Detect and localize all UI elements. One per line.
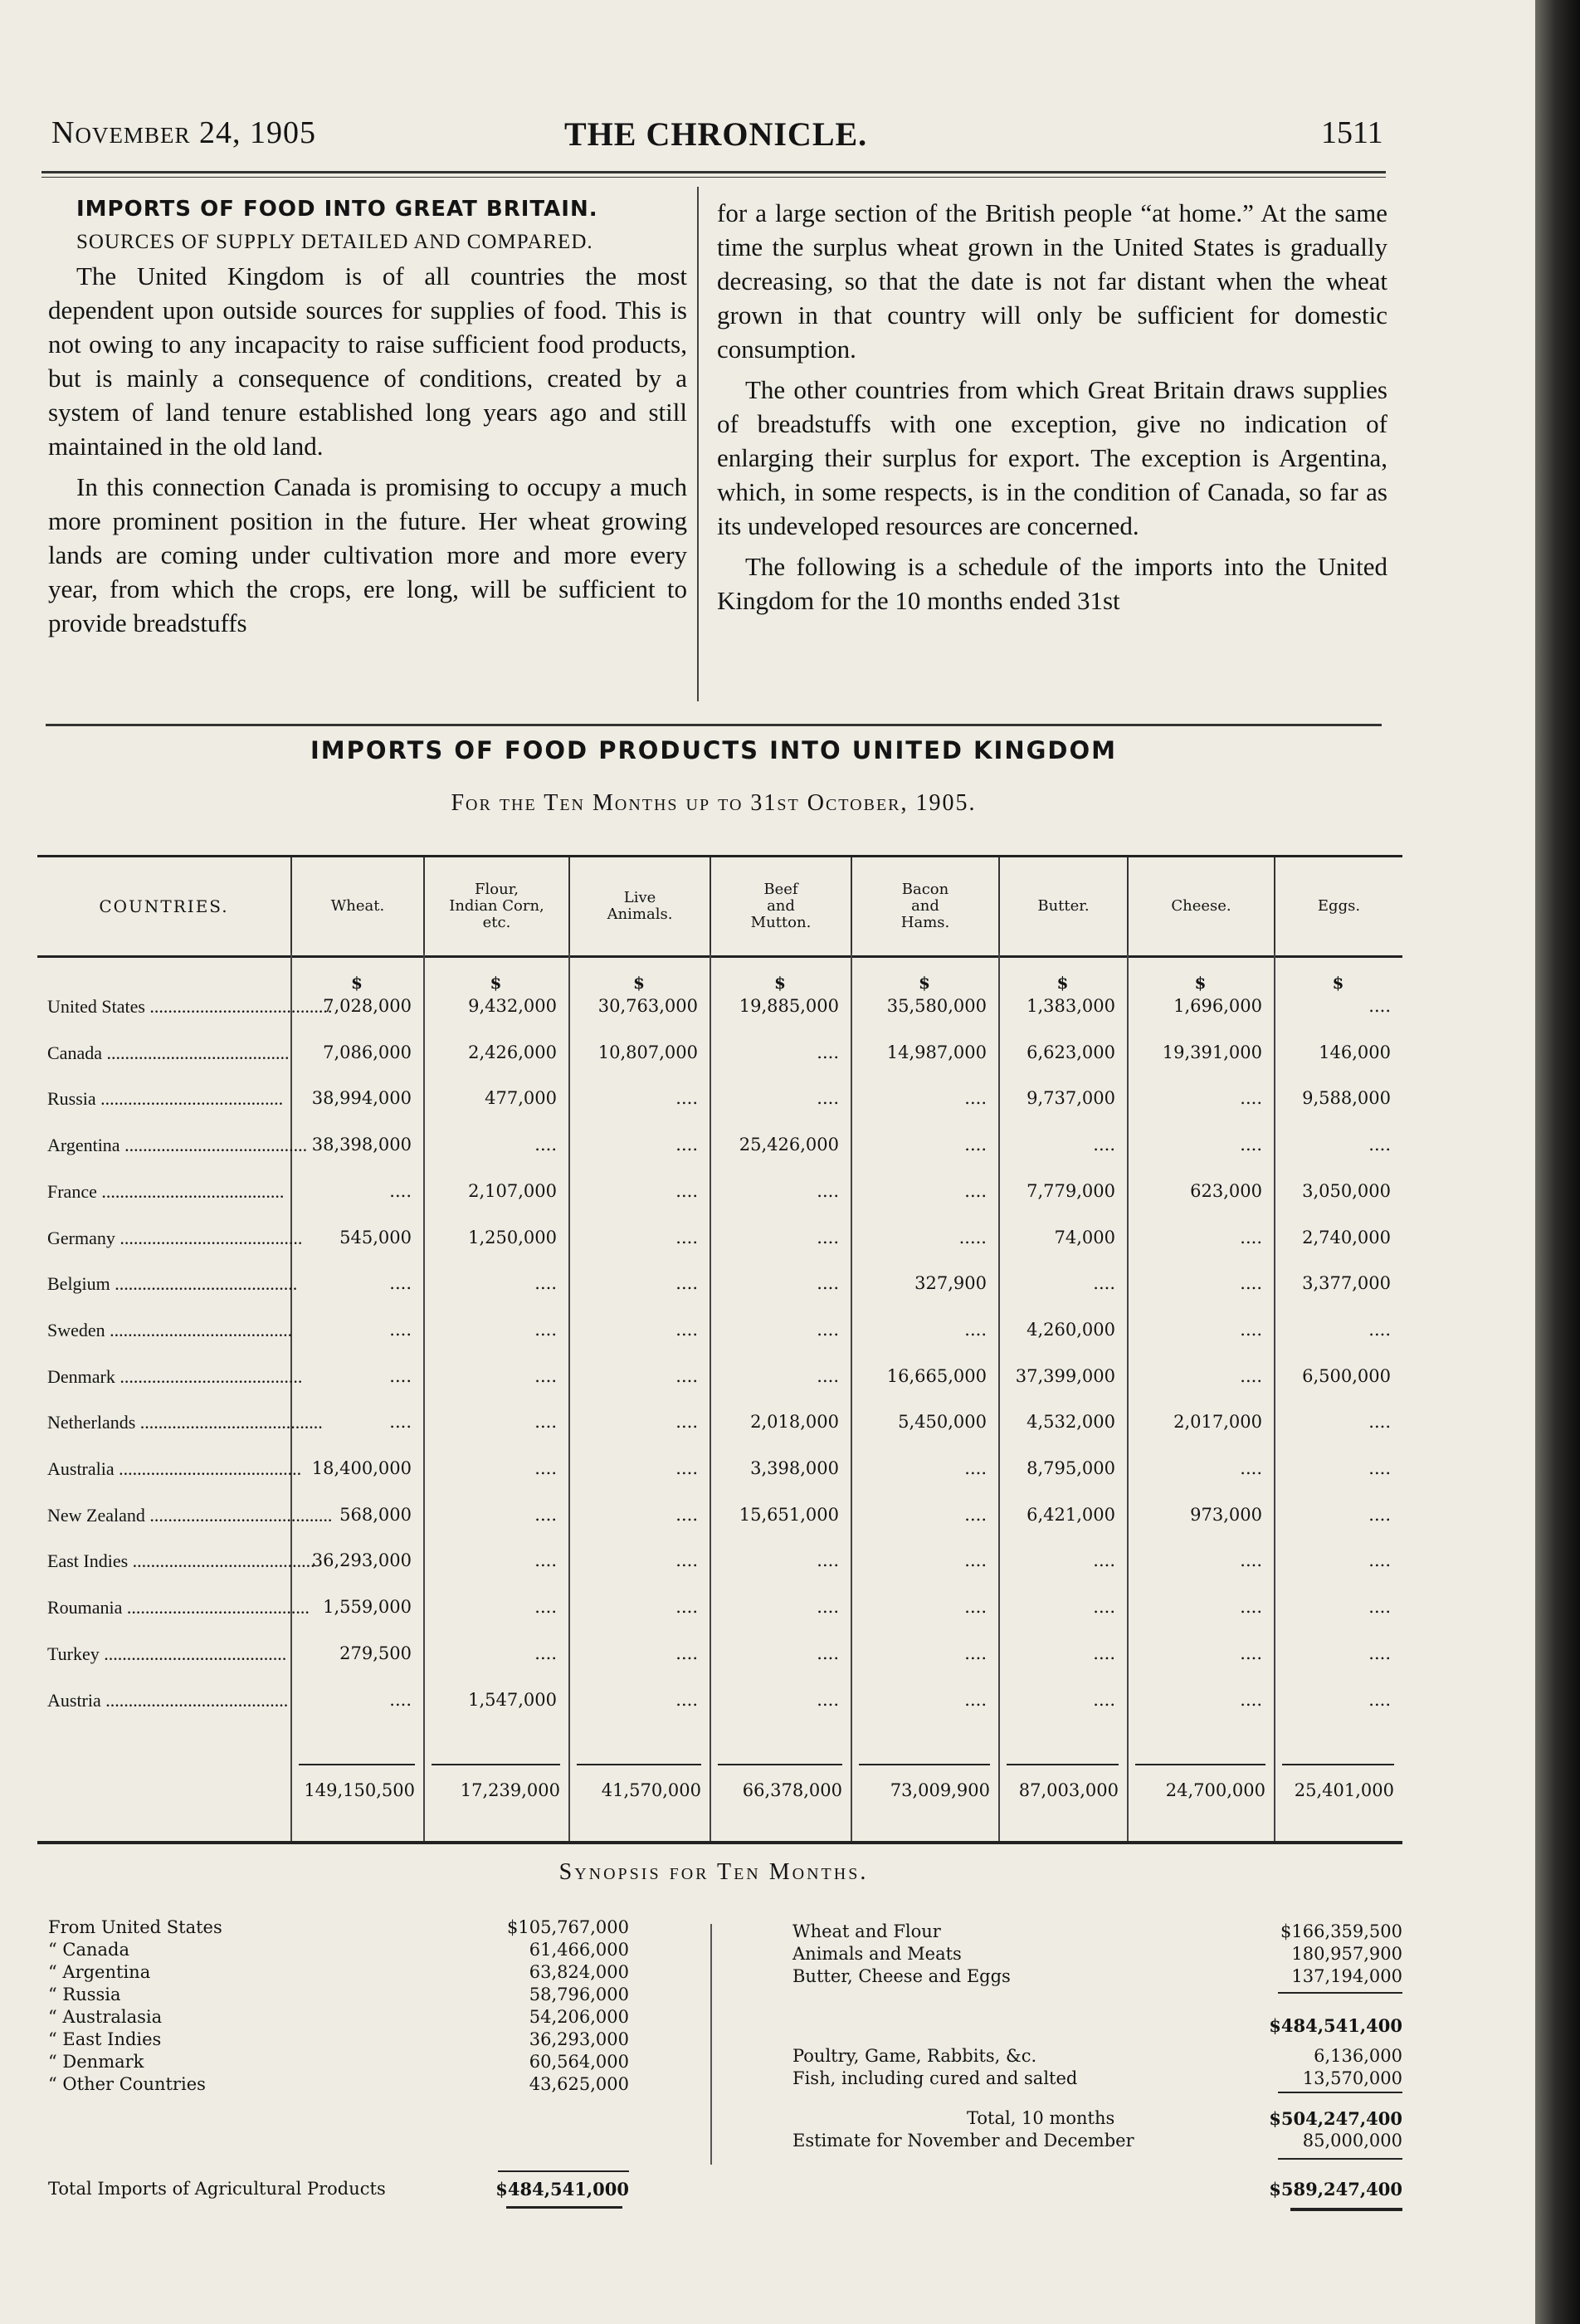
issue-date: November 24, 1905 <box>51 115 316 150</box>
article-paragraph: The other countries from which Great Britain draws supplies of breadstuffs with one exception, give no indication of enlarging their surplus for export. The exception is Argentina, which, in some respects, is in the condition of Canada, so far as its undeveloped resources are concerned. <box>717 375 1387 540</box>
table-cell: 30,763,000 <box>597 996 698 1016</box>
column-total: 25,401,000 <box>1294 1780 1394 1800</box>
synopsis-right-rule <box>1278 2158 1402 2160</box>
synopsis-row <box>48 1917 629 1940</box>
table-cell: .... <box>389 1412 412 1433</box>
country-name: Australia ........................................ <box>47 1458 302 1479</box>
synopsis-row <box>48 2007 629 2029</box>
table-cell: .... <box>1093 1135 1115 1155</box>
table-cell: 623,000 <box>1190 1180 1262 1201</box>
country-name: Russia ........................................ <box>47 1088 284 1110</box>
header-rule <box>41 171 1386 173</box>
synopsis-value: $484,541,000 <box>495 2179 629 2200</box>
synopsis-value: 180,957,900 <box>1291 1944 1402 1964</box>
synopsis-value: 6,136,000 <box>1314 2046 1402 2066</box>
table-cell: .... <box>1093 1597 1115 1618</box>
table-cell: 38,994,000 <box>311 1088 412 1109</box>
table-cell: 6,421,000 <box>1027 1504 1115 1525</box>
table-cell: .... <box>1368 1458 1391 1478</box>
table-cell: .... <box>817 1689 839 1710</box>
newspaper-title: THE CHRONICLE. <box>564 115 868 153</box>
table-cell: .... <box>817 1550 839 1571</box>
country-name: Sweden ........................................ <box>47 1319 293 1340</box>
country-name: Germany ........................................ <box>47 1227 303 1248</box>
table-cell: .... <box>675 1597 698 1618</box>
currency-symbol: $ <box>633 973 645 993</box>
article-subheading: SOURCES OF SUPPLY DETAILED AND COMPARED. <box>76 231 593 253</box>
synopsis-value: 85,000,000 <box>1302 2131 1402 2151</box>
synopsis-value: $166,359,500 <box>1280 1921 1402 1941</box>
table-cell: .... <box>1368 1597 1391 1618</box>
table-cell: .... <box>817 1227 839 1247</box>
table-cell: .... <box>534 1135 557 1155</box>
table-cell: .... <box>817 1042 839 1062</box>
table-cell: .... <box>675 1088 698 1109</box>
synopsis-value: 58,796,000 <box>529 1985 629 2004</box>
table-cell: .... <box>675 1135 698 1155</box>
synopsis-label: Wheat and Flour <box>792 1921 941 1941</box>
total-rule <box>432 1764 560 1765</box>
synopsis-grand-total-value: $589,247,400 <box>1269 2179 1402 2200</box>
article-paragraph: for a large section of the British people “at home.” At the same time the surplus wheat grown in the United States is gradually decreasing, so that the date is not far distant when the wheat grown in that country will only be sufficient for domestic consumption. <box>717 198 1387 364</box>
currency-symbol: $ <box>490 973 502 993</box>
table-cell: .... <box>1093 1550 1115 1571</box>
table-cell: .... <box>1240 1227 1262 1247</box>
synopsis-value: 63,824,000 <box>529 1962 629 1982</box>
table-cell: .... <box>1240 1319 1262 1340</box>
table-cell: .... <box>534 1597 557 1618</box>
table-cell: 14,987,000 <box>886 1042 987 1062</box>
table-cell: .... <box>675 1273 698 1294</box>
table-cell: .... <box>1240 1365 1262 1386</box>
table-cell: 25,426,000 <box>739 1135 839 1155</box>
table-cell: .... <box>389 1273 412 1294</box>
table-cell: .... <box>1240 1597 1262 1618</box>
table-cell: .... <box>817 1319 839 1340</box>
synopsis-label: From United States <box>48 1917 222 1937</box>
table-cell: .... <box>534 1273 557 1294</box>
table-subtitle: For the Ten Months up to 31st October, 1905. <box>451 790 977 816</box>
table-cell: .... <box>1240 1643 1262 1663</box>
table-cell: .... <box>1368 996 1391 1016</box>
table-cell: 1,383,000 <box>1027 996 1115 1016</box>
synopsis-row <box>48 2052 629 2074</box>
table-cell: 3,050,000 <box>1302 1180 1391 1201</box>
article-paragraph: The following is a schedule of the imports into the United Kingdom for the 10 months ended 31st <box>717 552 1387 615</box>
currency-symbol: $ <box>1332 973 1344 993</box>
total-rule <box>299 1764 415 1765</box>
table-cell: .... <box>1093 1643 1115 1663</box>
synopsis-grand-total <box>792 2179 1402 2201</box>
table-cell: .... <box>1093 1689 1115 1710</box>
synopsis-row <box>792 1921 1402 1944</box>
synopsis-left-double-rule <box>506 2206 622 2209</box>
table-cell: 146,000 <box>1319 1042 1391 1062</box>
table-cell: 7,086,000 <box>323 1042 412 1062</box>
country-name: Denmark ........................................ <box>47 1365 303 1387</box>
synopsis-label: “ East Indies <box>48 2029 162 2049</box>
article-left-column <box>48 193 687 640</box>
country-name: Austria ........................................ <box>47 1689 289 1711</box>
synopsis-label: “ Russia <box>48 1985 121 2004</box>
table-cell: .... <box>389 1689 412 1710</box>
table-cell: .... <box>675 1180 698 1201</box>
column-header: Wheat. <box>290 857 423 955</box>
column-total: 66,378,000 <box>742 1780 842 1800</box>
table-cell: .... <box>675 1504 698 1525</box>
table-cell: .... <box>675 1458 698 1478</box>
synopsis-label: Total Imports of Agricultural Products <box>48 2179 386 2199</box>
table-cell: 2,426,000 <box>468 1042 557 1062</box>
country-name: East Indies ........................................ <box>47 1550 315 1572</box>
table-cell: .... <box>389 1180 412 1201</box>
table-cell: ..... <box>958 1227 987 1247</box>
table-cell: .... <box>675 1227 698 1247</box>
total-rule <box>1282 1764 1394 1765</box>
column-divider <box>697 187 699 701</box>
synopsis-value: 43,625,000 <box>529 2074 629 2094</box>
synopsis-value: 60,564,000 <box>529 2052 629 2072</box>
country-name: New Zealand ........................................ <box>47 1504 333 1526</box>
synopsis-divider <box>710 1924 712 2165</box>
table-cell: .... <box>817 1597 839 1618</box>
synopsis-label: “ Australasia <box>48 2007 163 2027</box>
table-cell: .... <box>817 1180 839 1201</box>
table-cell: .... <box>964 1689 987 1710</box>
table-cell: 4,532,000 <box>1027 1412 1115 1433</box>
table-cell: 9,588,000 <box>1302 1088 1391 1109</box>
total-rule <box>718 1764 842 1765</box>
table-cell: .... <box>964 1550 987 1571</box>
table-cell: 1,559,000 <box>323 1597 412 1618</box>
table-cell: .... <box>964 1135 987 1155</box>
currency-symbol: $ <box>1056 973 1069 993</box>
synopsis-left-total <box>48 2179 629 2201</box>
table-cell: 4,260,000 <box>1027 1319 1115 1340</box>
country-name: Roumania ........................................ <box>47 1597 310 1618</box>
table-cell: .... <box>964 1319 987 1340</box>
synopsis-label: Total, 10 months <box>967 2108 1115 2128</box>
currency-symbol: $ <box>919 973 930 993</box>
synopsis-label: Poultry, Game, Rabbits, &c. <box>792 2046 1037 2066</box>
table-cell: .... <box>534 1643 557 1663</box>
table-cell: .... <box>675 1643 698 1663</box>
country-name: Belgium ........................................ <box>47 1273 298 1295</box>
synopsis-label: Fish, including cured and salted <box>792 2068 1078 2088</box>
synopsis-value: 137,194,000 <box>1291 1966 1402 1986</box>
table-cell: 10,807,000 <box>597 1042 698 1062</box>
table-cell: .... <box>534 1365 557 1386</box>
synopsis-row <box>48 2074 629 2097</box>
table-cell: 19,885,000 <box>739 996 839 1016</box>
synopsis-row <box>48 1962 629 1985</box>
table-cell: 2,018,000 <box>750 1412 839 1433</box>
country-name: Canada ........................................ <box>47 1042 290 1063</box>
table-cell: 973,000 <box>1190 1504 1262 1525</box>
table-cell: 1,696,000 <box>1173 996 1262 1016</box>
synopsis-value: 13,570,000 <box>1302 2068 1402 2088</box>
currency-symbol: $ <box>351 973 363 993</box>
synopsis-value: 54,206,000 <box>529 2007 629 2027</box>
table-cell: .... <box>534 1412 557 1433</box>
column-header: COUNTRIES. <box>99 896 229 916</box>
table-cell: 7,779,000 <box>1027 1180 1115 1201</box>
article-right-column <box>717 196 1387 618</box>
table-title: IMPORTS OF FOOD PRODUCTS INTO UNITED KINGDOM <box>310 736 1117 764</box>
column-header: Beef and Mutton. <box>710 857 851 955</box>
synopsis-subtotal-value: $484,541,400 <box>1269 2015 1402 2036</box>
table-cell: .... <box>1240 1550 1262 1571</box>
table-cell: .... <box>1368 1319 1391 1340</box>
table-cell: 545,000 <box>339 1227 412 1247</box>
table-cell: 9,737,000 <box>1027 1088 1115 1109</box>
table-cell: 279,500 <box>339 1643 412 1663</box>
column-total: 87,003,000 <box>1018 1780 1119 1800</box>
synopsis-left-rule <box>498 2170 629 2172</box>
table-cell: .... <box>534 1550 557 1571</box>
table-cell: .... <box>1240 1135 1262 1155</box>
table-cell: .... <box>389 1319 412 1340</box>
synopsis-left <box>48 1917 629 2097</box>
total-rule <box>859 1764 990 1765</box>
table-cell: .... <box>534 1504 557 1525</box>
synopsis-right-group2 <box>792 2046 1402 2091</box>
table-cell: .... <box>534 1319 557 1340</box>
table-cell: .... <box>1368 1689 1391 1710</box>
column-total: 73,009,900 <box>890 1780 990 1800</box>
column-total: 17,239,000 <box>460 1780 560 1800</box>
table-cell: 1,250,000 <box>468 1227 557 1247</box>
country-name: Netherlands ........................................ <box>47 1412 323 1433</box>
article-paragraph: In this connection Canada is promising to occupy a much more prominent position in the future. Her wheat growing lands are coming under cultivation more and more every year, from which the crops, ere long, will be sufficient to provide breadstuffs <box>48 472 687 637</box>
country-name: United States ........................................ <box>47 996 333 1017</box>
table-cell: .... <box>675 1365 698 1386</box>
table-cell: 3,398,000 <box>750 1458 839 1478</box>
table-cell: 327,900 <box>914 1273 987 1294</box>
table-cell: .... <box>1368 1643 1391 1663</box>
column-total: 41,570,000 <box>601 1780 701 1800</box>
synopsis-label: Animals and Meats <box>792 1944 962 1964</box>
synopsis-row <box>48 2029 629 2052</box>
table-cell: .... <box>1368 1550 1391 1571</box>
synopsis-row <box>792 2068 1402 2091</box>
total-rule <box>1135 1764 1265 1765</box>
synopsis-right-double-rule <box>1290 2208 1402 2211</box>
table-cell: 18,400,000 <box>311 1458 412 1478</box>
total-rule <box>1007 1764 1119 1765</box>
table-cell: .... <box>1093 1273 1115 1294</box>
table-cell: 7,028,000 <box>323 996 412 1016</box>
table-cell: .... <box>1240 1273 1262 1294</box>
table-cell: 6,623,000 <box>1027 1042 1115 1062</box>
table-cell: .... <box>964 1458 987 1478</box>
synopsis-value: $504,247,400 <box>1269 2108 1402 2129</box>
table-cell: .... <box>675 1550 698 1571</box>
table-cell: 37,399,000 <box>1015 1365 1115 1386</box>
table-cell: 19,391,000 <box>1162 1042 1262 1062</box>
article-heading: IMPORTS OF FOOD INTO GREAT BRITAIN. <box>76 197 598 222</box>
table-cell: .... <box>964 1597 987 1618</box>
table-cell: 36,293,000 <box>311 1550 412 1571</box>
table-cell: 3,377,000 <box>1302 1273 1391 1294</box>
synopsis-label: “ Argentina <box>48 1962 151 1982</box>
column-header: Eggs. <box>1274 857 1402 955</box>
synopsis-label: Butter, Cheese and Eggs <box>792 1966 1011 1986</box>
table-cell: .... <box>389 1365 412 1386</box>
column-header: Flour, Indian Corn, etc. <box>423 857 568 955</box>
synopsis-row <box>48 1940 629 1962</box>
table-cell: .... <box>817 1088 839 1109</box>
synopsis-row <box>792 1944 1402 1966</box>
synopsis-right-totals <box>792 2108 1402 2153</box>
table-cell: .... <box>1368 1135 1391 1155</box>
currency-symbol: $ <box>1194 973 1207 993</box>
total-rule <box>577 1764 701 1765</box>
synopsis-row <box>48 1985 629 2007</box>
table-cell: 38,398,000 <box>311 1135 412 1155</box>
table-cell: .... <box>1240 1088 1262 1109</box>
synopsis-value: 61,466,000 <box>529 1940 629 1960</box>
synopsis-right-subtotal <box>792 2015 1402 2038</box>
country-name: Argentina ........................................ <box>47 1135 308 1156</box>
synopsis-value: $105,767,000 <box>507 1917 629 1937</box>
article-paragraph: The United Kingdom is of all countries the most dependent upon outside sources for supplies of food. This is not owing to any incapacity to raise sufficient food products, but is mainly a consequence of conditions, created by a system of land tenure established long years ago and still maintained in the old land. <box>48 261 687 461</box>
synopsis-right-rule <box>1278 2092 1402 2093</box>
section-rule <box>46 724 1382 726</box>
country-name: Turkey ........................................ <box>47 1643 287 1664</box>
table-cell: .... <box>1240 1458 1262 1478</box>
synopsis-label: Estimate for November and December <box>792 2131 1134 2151</box>
synopsis-row <box>792 2046 1402 2068</box>
synopsis-label: “ Canada <box>48 1940 130 1960</box>
scan-edge <box>1535 0 1580 2324</box>
column-header: Live Animals. <box>568 857 710 955</box>
table-cell: .... <box>964 1088 987 1109</box>
header-rule-thin <box>41 177 1386 178</box>
synopsis-value: 36,293,000 <box>529 2029 629 2049</box>
table-cell: .... <box>817 1273 839 1294</box>
table-cell: .... <box>534 1458 557 1478</box>
synopsis-right-rule <box>1278 1992 1402 1994</box>
table-cell: 2,107,000 <box>468 1180 557 1201</box>
column-header: Butter. <box>998 857 1127 955</box>
table-cell: 6,500,000 <box>1302 1365 1391 1386</box>
column-total: 24,700,000 <box>1165 1780 1265 1800</box>
table-cell: 5,450,000 <box>898 1412 987 1433</box>
table-cell: 9,432,000 <box>468 996 557 1016</box>
table-cell: 568,000 <box>339 1504 412 1525</box>
table-cell: 2,740,000 <box>1302 1227 1391 1247</box>
column-header: Bacon and Hams. <box>851 857 998 955</box>
table-bottom-rule <box>37 1841 1402 1844</box>
country-name: France ........................................ <box>47 1180 285 1202</box>
table-cell: .... <box>964 1504 987 1525</box>
table-cell: .... <box>964 1643 987 1663</box>
table-cell: .... <box>675 1689 698 1710</box>
table-cell: 477,000 <box>485 1088 557 1109</box>
table-cell: 8,795,000 <box>1027 1458 1115 1478</box>
table-cell: 74,000 <box>1054 1227 1115 1247</box>
table-cell: 35,580,000 <box>886 996 987 1016</box>
synopsis-label: “ Denmark <box>48 2052 144 2072</box>
column-header: Cheese. <box>1127 857 1274 955</box>
synopsis-title: Synopsis for Ten Months. <box>558 1859 869 1885</box>
table-cell: .... <box>817 1365 839 1386</box>
table-cell: 16,665,000 <box>886 1365 987 1386</box>
synopsis-label: “ Other Countries <box>48 2074 206 2094</box>
table-header <box>37 855 1402 958</box>
table-cell: .... <box>1240 1689 1262 1710</box>
table-cell: .... <box>964 1180 987 1201</box>
currency-symbol: $ <box>774 973 786 993</box>
table-cell: .... <box>675 1319 698 1340</box>
table-cell: 2,017,000 <box>1173 1412 1262 1433</box>
table-cell: 15,651,000 <box>739 1504 839 1525</box>
table-cell: .... <box>675 1412 698 1433</box>
table-cell: .... <box>1368 1412 1391 1433</box>
table-cell: .... <box>817 1643 839 1663</box>
synopsis-right <box>792 1921 1402 1989</box>
page-number: 1511 <box>1321 115 1383 150</box>
synopsis-row <box>792 1966 1402 1989</box>
table-cell: .... <box>1368 1504 1391 1525</box>
table-cell: 1,547,000 <box>468 1689 557 1710</box>
column-total: 149,150,500 <box>304 1780 415 1800</box>
